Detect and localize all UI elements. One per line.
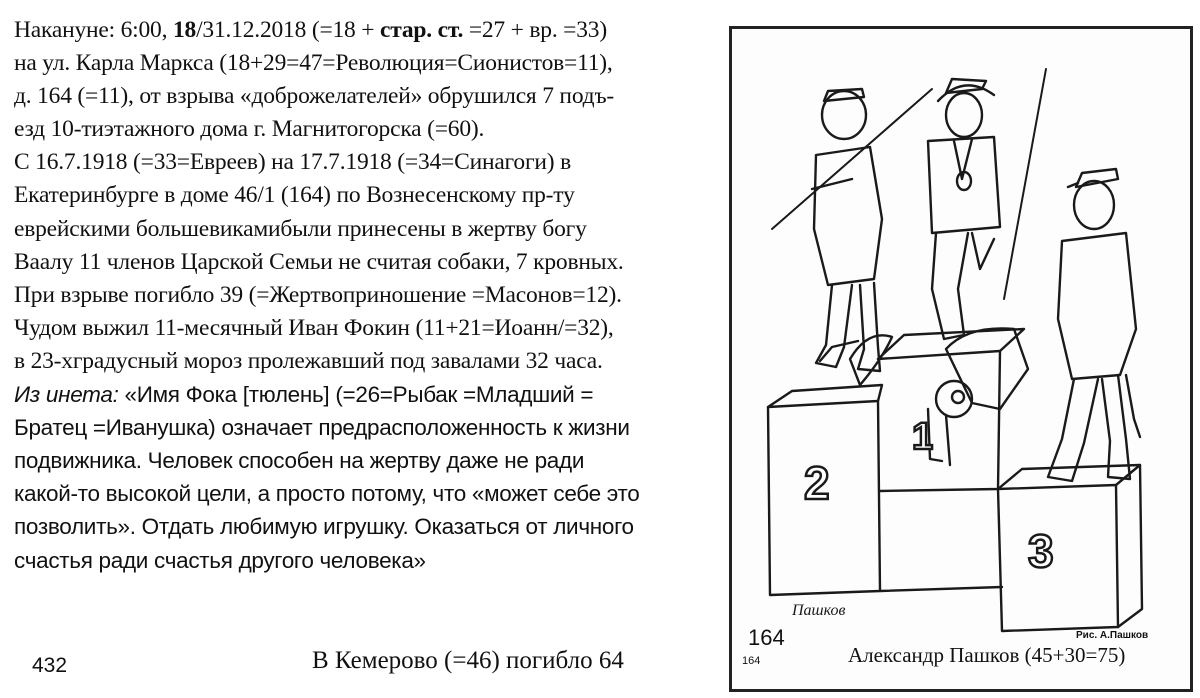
cartoon-number: 164 [748, 625, 785, 650]
text-line-12: Из инета: «Имя Фока [тюлень] (=26=Рыбак =Младший = [14, 382, 594, 408]
text-line-16: позволить». Отдать любимую игрушку. Оказаться от личного [14, 514, 634, 540]
bottom-line: В Кемерово (=46) погибло 64 [312, 647, 624, 674]
text-line-13: Братец =Иванушка) означает предрасположенность к жизни [14, 415, 630, 441]
text-line-5: С 16.7.1918 (=33=Евреев) на 17.7.1918 (=34=Синагоги) в [14, 149, 571, 176]
fisherman-2-head [946, 93, 982, 137]
text-line-15: какой-то высокой цели, а просто потому, что «может себе это [14, 481, 640, 507]
text-line-14: подвижника. Человек способен на жертву даже не ради [14, 448, 585, 474]
article-text [14, 14, 726, 577]
text-line-8: Ваалу 11 членов Царской Семьи не считая собаки, 7 кровных. [14, 248, 624, 275]
text-line-11: в 23-хградусный мороз пролежавший под завалами 32 часа. [14, 347, 603, 374]
fishing-rod-2 [1004, 69, 1046, 299]
page-number: 432 [32, 654, 68, 677]
podium-label-2: 2 [804, 457, 830, 509]
cartoon-illustration [729, 26, 1193, 692]
cartoon-drawing [732, 29, 1190, 689]
text-line-7: еврейскими большевикамибыли принесены в жертву богу [14, 215, 587, 242]
author-credit: Рис. А.Пашков [1076, 630, 1149, 641]
bent-figure [946, 328, 1028, 409]
text-line-3: д. 164 (=11), от взрыва «доброжелателей» обрушился 7 подъ- [14, 83, 615, 110]
podium-label-1: 1 [912, 416, 934, 458]
fish-bunch [850, 335, 892, 385]
podium-third [998, 485, 1118, 631]
text-line-2: на ул. Карла Маркса (18+29=47=Революция=Сионистов=11), [14, 50, 613, 77]
text-line-10: Чудом выжил 11-месячный Иван Фокин (11+21=Иоанн/=32), [14, 314, 614, 341]
text-line-17: счастья ради счастья другого человека» [14, 547, 426, 573]
podium-label-3: 3 [1028, 525, 1054, 577]
cartoon-caption: Александр Пашков (45+30=75) [848, 643, 1126, 667]
fishing-rod-1 [772, 89, 932, 229]
podium-first [878, 351, 1000, 491]
fisherman-3-head [1074, 181, 1114, 229]
text-line-4: езд 10-тиэтажного дома г. Магнитогорска (=60). [14, 116, 485, 143]
text-line-1: Накануне: 6:00, 18/31.12.2018 (=18 + стар. ст. =27 + вр. =33) [14, 17, 607, 43]
cartoon-number-small: 164 [742, 655, 761, 667]
text-line-9: При взрыве погибло 39 (=Жертвоприношение =Масонов=12). [14, 281, 622, 308]
artist-signature: Пашков [792, 602, 846, 619]
text-line-6: Екатеринбурге в доме 46/1 (164) по Вознесенскому пр-ту [14, 182, 575, 209]
